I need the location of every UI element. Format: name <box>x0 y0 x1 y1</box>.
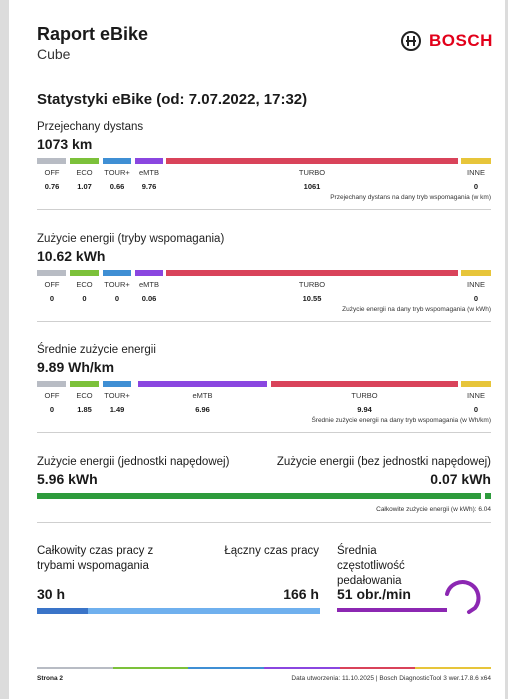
distance-seg-emtb <box>135 158 163 164</box>
total-energy-caption: Całkowite zużycie energii (w kWh): 6.04 <box>376 506 491 513</box>
energy-col-turbo: TURBO 10.55 <box>298 280 326 303</box>
avg-seg-eco <box>70 381 99 387</box>
brand-name: BOSCH <box>429 31 493 50</box>
energy-col-tour: TOUR+ 0 <box>104 280 130 303</box>
energy-seg-turbo <box>166 270 458 276</box>
assist-time-value: 30 h <box>37 586 66 602</box>
avg-col-off: OFF 0 <box>44 391 60 414</box>
distance-col-emtb: eMTB 9.76 <box>138 168 159 191</box>
energy-seg-inne <box>461 270 491 276</box>
avg-col-emtb: eMTB 6.96 <box>192 391 213 414</box>
cadence-label: Średnia częstotliwość pedałowania <box>337 545 405 587</box>
divider <box>37 209 491 210</box>
cadence-gauge-icon <box>435 564 491 616</box>
drive-energy-fill <box>37 493 481 499</box>
avg-seg-tour <box>103 381 131 387</box>
energy-col-off: OFF 0 <box>44 280 60 303</box>
avg-col-tour: TOUR+ 1.49 <box>104 391 130 414</box>
drive-energy-label: Zużycie energii (jednostki napędowej) <box>37 456 230 468</box>
remaining-time-fill <box>88 608 320 614</box>
energy-mode-bar <box>37 270 491 276</box>
energy-seg-off <box>37 270 66 276</box>
distance-col-turbo: TURBO 1061 <box>298 168 326 191</box>
distance-seg-inne <box>461 158 491 164</box>
total-time-value: 166 h <box>283 586 319 602</box>
drive-energy-bar <box>37 493 491 499</box>
bosch-logo <box>401 30 493 52</box>
divider <box>37 522 491 523</box>
avg-seg-off <box>37 381 66 387</box>
avg-energy-caption: Średnie zużycie energii na dany tryb wspomagania (w Wh/km) <box>311 417 491 424</box>
cadence-value: 51 obr./min <box>337 586 411 602</box>
nondrive-energy-value: 0.07 kWh <box>430 471 491 487</box>
footer-strip-seg <box>188 667 264 669</box>
footer-strip-seg <box>264 667 340 669</box>
energy-col-inne: INNE 0 <box>467 280 485 303</box>
work-time-bar <box>37 608 320 614</box>
footer-strip-seg <box>113 667 189 669</box>
footer-color-strip <box>37 667 491 669</box>
assist-time-label: Całkowity czas pracy z trybami wspomagania <box>37 545 154 572</box>
distance-seg-off <box>37 158 66 164</box>
assist-time-fill <box>37 608 88 614</box>
distance-col-off: OFF 0.76 <box>44 168 60 191</box>
energy-col-eco: ECO 0 <box>76 280 93 303</box>
avg-seg-turbo <box>271 381 458 387</box>
avg-energy-label: Średnie zużycie energii <box>37 344 156 356</box>
nondrive-energy-fill <box>485 493 491 499</box>
energy-seg-eco <box>70 270 99 276</box>
energy-seg-tour <box>103 270 131 276</box>
avg-col-inne: INNE 0 <box>467 391 485 414</box>
total-time-label: Łączny czas pracy <box>224 545 319 557</box>
avg-seg-emtb <box>138 381 267 387</box>
avg-energy-value: 9.89 Wh/km <box>37 359 115 375</box>
avg-energy-mode-bar <box>37 381 491 387</box>
drive-energy-value: 5.96 kWh <box>37 471 98 487</box>
distance-col-inne: INNE 0 <box>467 168 485 191</box>
cadence-bar <box>337 608 447 612</box>
distance-seg-turbo <box>166 158 458 164</box>
page-number: Strona 2 <box>37 675 64 682</box>
divider <box>37 432 491 433</box>
nondrive-energy-label: Zużycie energii (bez jednostki napędowej) <box>276 456 491 468</box>
distance-seg-eco <box>70 158 99 164</box>
bosch-armature-icon <box>401 31 421 51</box>
energy-modes-label: Zużycie energii (tryby wspomagania) <box>37 233 225 245</box>
distance-label: Przejechany dystans <box>37 121 144 133</box>
footer-strip-seg <box>37 667 113 669</box>
avg-seg-inne <box>461 381 491 387</box>
report-page <box>9 0 505 699</box>
report-title: Raport eBike <box>37 24 149 44</box>
footer-strip-seg <box>415 667 491 669</box>
distance-caption: Przejechany dystans na dany tryb wspomagania (w km) <box>330 194 491 201</box>
bike-name: Cube <box>37 46 71 62</box>
distance-value: 1073 km <box>37 136 93 152</box>
avg-col-turbo: TURBO 9.94 <box>351 391 378 414</box>
section-title: Statystyki eBike (od: 7.07.2022, 17:32) <box>37 91 308 108</box>
energy-modes-value: 10.62 kWh <box>37 248 106 264</box>
footer-strip-seg <box>340 667 416 669</box>
avg-col-eco: ECO 1.85 <box>76 391 93 414</box>
energy-modes-caption: Zużycie energii na dany tryb wspomagania (w kWh) <box>342 306 491 313</box>
creation-info: Data utworzenia: 11.10.2025 | Bosch DiagnosticTool 3 wer.17.8.6 x64 <box>291 675 491 682</box>
distance-col-tour: TOUR+ 0.66 <box>104 168 130 191</box>
distance-col-eco: ECO 1.07 <box>76 168 93 191</box>
distance-seg-tour <box>103 158 131 164</box>
divider <box>37 321 491 322</box>
energy-col-emtb: eMTB 0.06 <box>138 280 159 303</box>
distance-mode-bar <box>37 158 491 164</box>
energy-seg-emtb <box>135 270 163 276</box>
